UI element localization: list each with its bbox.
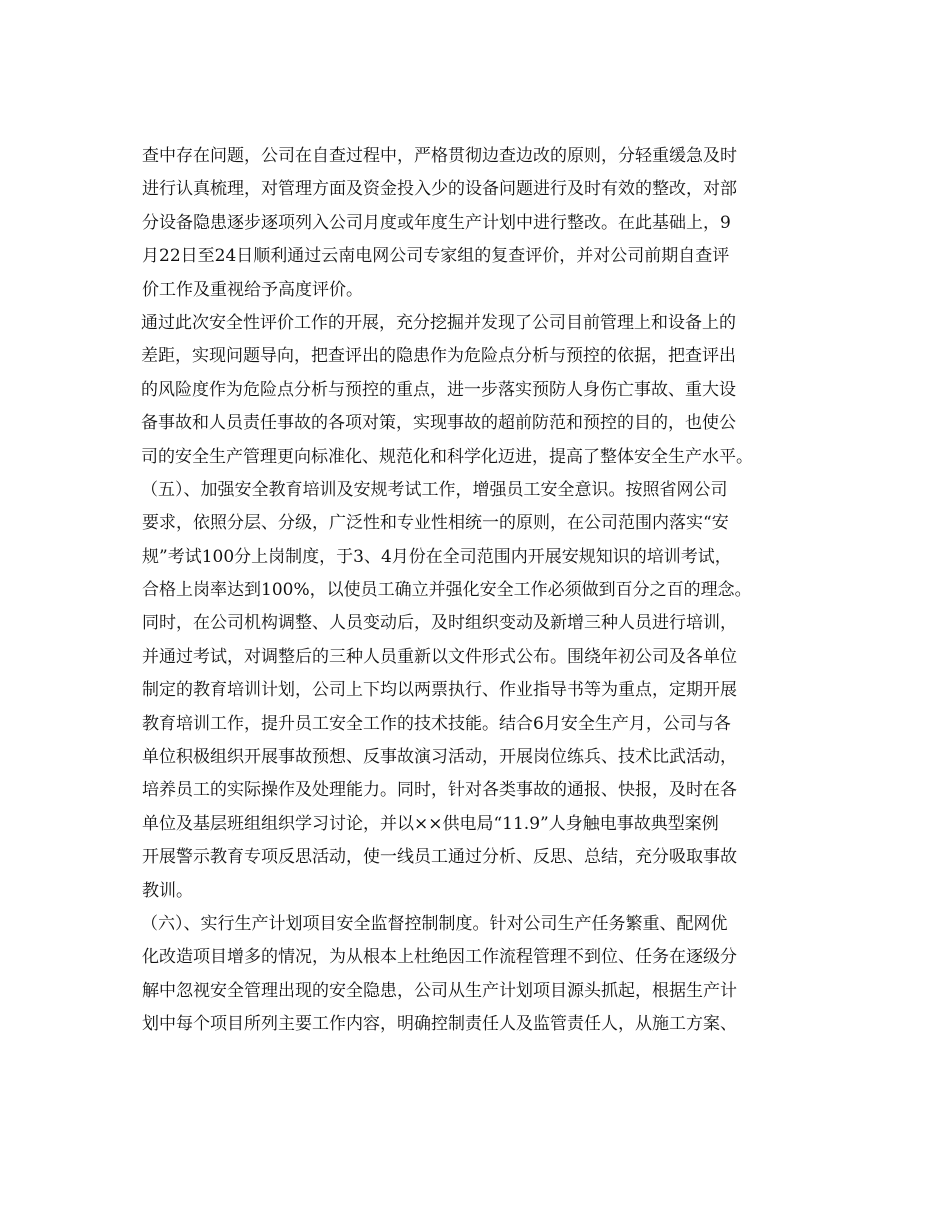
text-line: 化改造项目增多的情况，为从根本上杜绝因工作流程管理不到位、任务在逐级分 bbox=[142, 947, 737, 968]
document-body bbox=[141, 140, 831, 1042]
text-line: 培养员工的实际操作及处理能力。同时，针对各类事故的通报、快报，及时在各 bbox=[142, 780, 737, 801]
text-line: 备事故和人员责任事故的各项对策，实现事故的超前防范和预控的目的，也使公 bbox=[141, 413, 736, 434]
text-line: （五）、加强安全教育培训及安规考试工作，增强员工安全意识。按照省网公司 bbox=[141, 479, 728, 500]
text-line: 制定的教育培训计划，公司上下均以两票执行、作业指导书等为重点，定期开展 bbox=[142, 680, 737, 701]
text-line: 教育培训工作，提升员工安全工作的技术技能。结合6月安全生产月，公司与各 bbox=[142, 713, 731, 734]
text-line: 差距，实现问题导向，把查评出的隐患作为危险点分析与预控的依据，把查评出 bbox=[141, 346, 736, 367]
text-line: 规”考试100分上岗制度，于3、4月份在全司范围内开展安规知识的培训考试， bbox=[142, 546, 732, 567]
text-line: 并通过考试，对调整后的三种人员重新以文件形式公布。围绕年初公司及各单位 bbox=[142, 646, 737, 667]
text-line: 查中存在问题，公司在自查过程中，严格贯彻边查边改的原则，分轻重缓急及时 bbox=[142, 146, 737, 166]
text-line: 教训。 bbox=[142, 880, 193, 901]
text-line: 合格上岗率达到100%，以使员工确立并强化安全工作必须做到百分之百的理念。 bbox=[142, 580, 752, 601]
text-line: 要求，依照分层、分级，广泛性和专业性相统一的原则，在公司范围内落实“安 bbox=[142, 513, 729, 534]
text-line: 的风险度作为危险点分析与预控的重点，进一步落实预防人身伤亡事故、重大设 bbox=[141, 379, 736, 400]
text-line: 划中每个项目所列主要工作内容，明确控制责任人及监管责任人，从施工方案、 bbox=[142, 1014, 737, 1035]
text-line: 月22日至24日顺利通过云南电网公司专家组的复查评价，并对公司前期自查评 bbox=[142, 246, 730, 267]
text-line: 单位积极组织开展事故预想、反事故演习活动，开展岗位练兵、技术比武活动， bbox=[142, 747, 737, 768]
text-line: 进行认真梳理，对管理方面及资金投入少的设备问题进行及时有效的整改，对部 bbox=[142, 179, 737, 200]
text-line: 价工作及重视给予高度评价。 bbox=[142, 279, 363, 300]
text-line: 司的安全生产管理更向标准化、规范化和科学化迈进，提高了整体安全生产水平。 bbox=[141, 446, 753, 467]
text-line: 单位及基层班组组织学习讨论，并以××供电局“11.9”人身触电事故典型案例 bbox=[142, 813, 719, 834]
text-line: 通过此次安全性评价工作的开展，充分挖掘并发现了公司目前管理上和设备上的 bbox=[141, 312, 736, 333]
text-line: 分设备隐患逐步逐项列入公司月度或年度生产计划中进行整改。在此基础上，9 bbox=[142, 212, 731, 233]
text-line: （六）、实行生产计划项目安全监督控制制度。针对公司生产任务繁重、配网优 bbox=[141, 913, 728, 934]
text-line: 开展警示教育专项反思活动，使一线员工通过分析、反思、总结，充分吸取事故 bbox=[142, 847, 737, 868]
text-line: 解中忽视安全管理出现的安全隐患，公司从生产计划项目源头抓起，根据生产计 bbox=[142, 980, 737, 1001]
text-line: 同时，在公司机构调整、人员变动后，及时组织变动及新增三种人员进行培训， bbox=[142, 613, 737, 634]
